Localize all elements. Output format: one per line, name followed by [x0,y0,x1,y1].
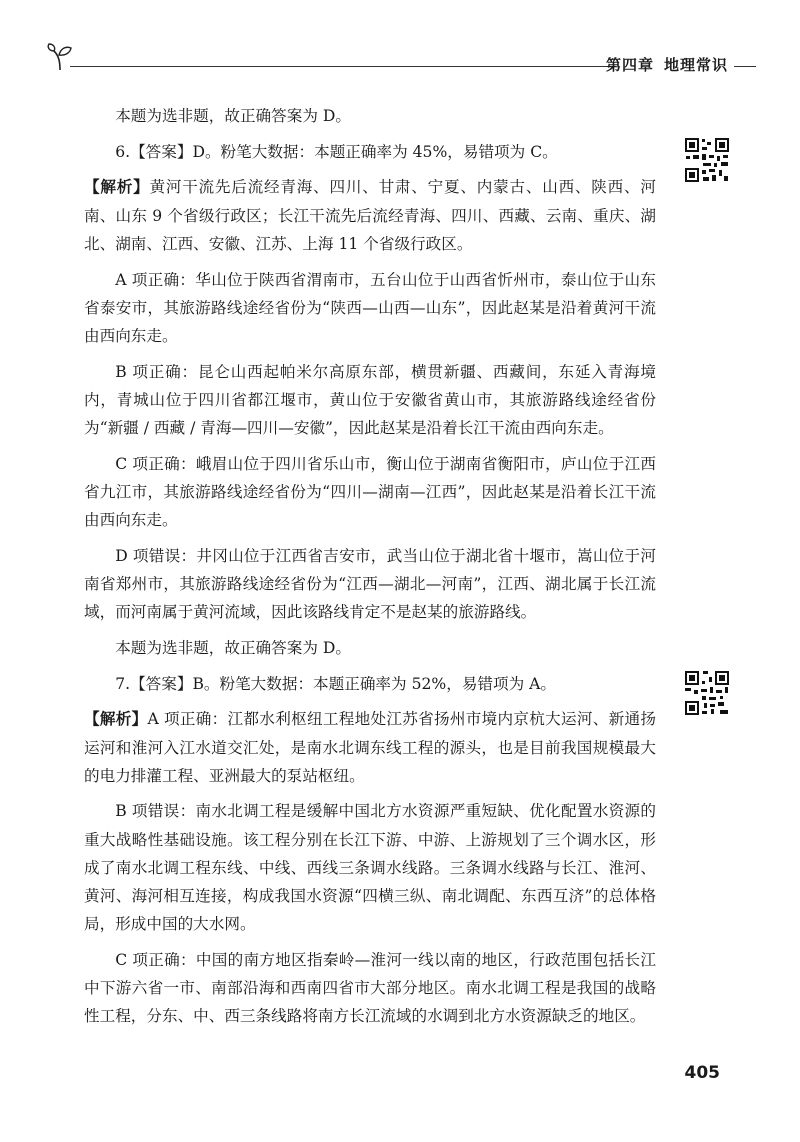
analysis-paragraph [84,705,656,790]
option-c-paragraph: C 项正确：中国的南方地区指秦岭—淮河一线以南的地区，行政范围包括长江中下游六省一市、南部沿海和西南四省市大部分地区。南水北调工程是我国的战略性工程，分东、中、西三条线路将南方长江流域的水调到北方水资源缺乏的地区。 [84,950,656,1026]
analysis-paragraph [84,173,656,258]
option-b-paragraph: B 项正确：昆仑山西起帕米尔高原东部，横贯新疆、西藏间，东延入青海境内，青城山位于四川省都江堰市，黄山位于安徽省黄山市，其旅游路线途经省份为“新疆 / 西藏 / 青海—四川—安徽”，因此赵某是沿着长江干流由西向东走。 [84,362,656,438]
paragraph: 本题为选非题，故正确答案为 D。 [115,638,351,657]
leaf-icon [46,42,74,72]
analysis-text: 黄河干流先后流经青海、四川、甘肃、宁夏、内蒙古、山西、陕西、河南、山东 9 个省级行政区；长江干流先后流经青海、四川、西藏、云南、重庆、湖北、湖南、江西、安徽、江苏、上海 11 个省级行政区。 [84,178,656,253]
paragraph: 本题为选非题，故正确答案为 D。 [115,107,351,125]
chapter-title [606,54,728,75]
answer-line-6: 6.【答案】D。粉笔大数据：本题正确率为 45%，易错项为 C。 [115,142,558,161]
section-title: 地理常识 [663,56,728,74]
option-d-paragraph: D 项错误：井冈山位于江西省吉安市，武当山位于湖北省十堰市，嵩山位于河南省郑州市，其旅游路线途经省份为“江西—湖北—河南”，江西、湖北属于长江流域，而河南属于黄河流域，因此该路线肯定不是赵某的旅游路线。 [84,546,656,622]
chapter-number: 第四章 [605,56,654,74]
answer-line-7: 7.【答案】B。粉笔大数据：本题正确率为 52%，易错项为 A。 [115,674,557,693]
analysis-label: 【解析】 [84,177,150,197]
option-b-paragraph: B 项错误：南水北调工程是缓解中国北方水资源严重短缺、优化配置水资源的重大战略性基础设施。该工程分别在长江下游、中游、上游规划了三个调水区，形成了南水北调工程东线、中线、西线三条调水线路。三条调水线路与长江、淮河、黄河、海河相互连接，构成我国水资源“四横三纵、南北调配、东西互济”的总体格局，形成中国的大水网。 [84,802,656,934]
qr-code-icon[interactable] [683,136,731,184]
analysis-label: 【解析】 [84,709,148,729]
header-rule-right [734,66,756,67]
qr-code-icon[interactable] [683,669,731,717]
header-rule [70,66,616,67]
page-body [84,102,656,1038]
analysis-text: A 项正确：江都水利枢纽工程地处江苏省扬州市境内京杭大运河、新通扬运河和淮河入江水道交汇处，是南水北调东线工程的源头，也是目前我国规模最大的电力排灌工程、亚洲最大的泵站枢纽。 [84,710,656,785]
page-number: 405 [684,1063,720,1083]
option-c-paragraph: C 项正确：峨眉山位于四川省乐山市，衡山位于湖南省衡阳市，庐山位于江西省九江市，其旅游路线途经省份为“四川—湖南—江西”，因此赵某是沿着长江干流由西向东走。 [84,454,656,530]
option-a-paragraph: A 项正确：华山位于陕西省渭南市，五台山位于山西省忻州市，泰山位于山东省泰安市，其旅游路线途经省份为“陕西—山西—山东”，因此赵某是沿着黄河干流由西向东走。 [84,270,656,345]
page-header [46,30,756,74]
